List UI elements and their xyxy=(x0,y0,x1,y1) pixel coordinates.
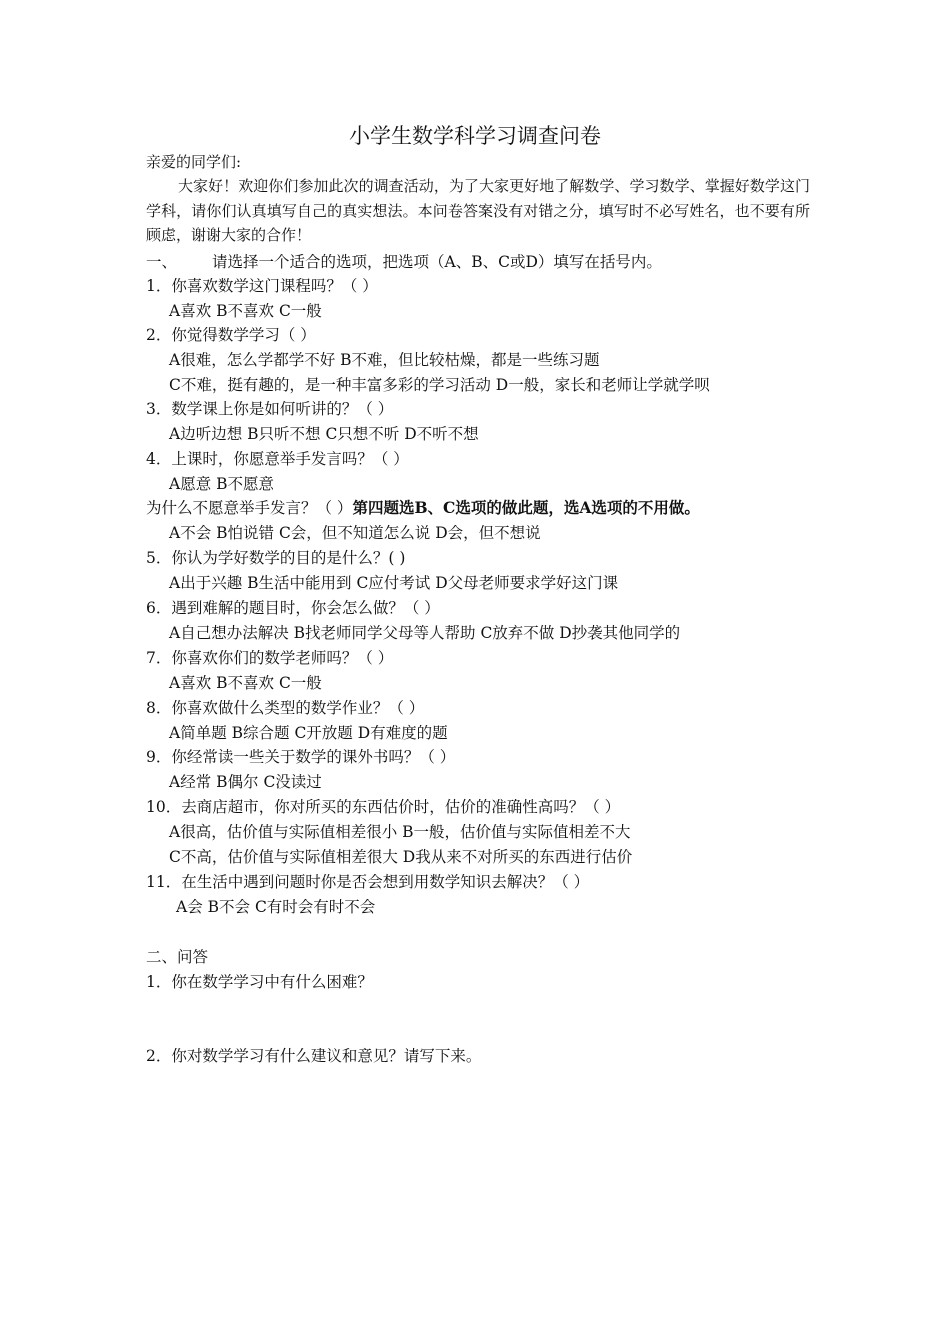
question-8: 8．你喜欢做什么类型的数学作业？（ ） xyxy=(146,699,425,717)
section2-heading: 二、问答 xyxy=(146,948,209,966)
question-11: 11．在生活中遇到问题时你是否会想到用数学知识去解决？（ ） xyxy=(146,873,590,891)
question-4b-note: 第四题选B、C选项的做此题，选A选项的不用做。 xyxy=(352,498,700,517)
open-question-1: 1．你在数学学习中有什么困难？ xyxy=(146,973,373,991)
section1-heading xyxy=(146,250,662,274)
question-7-options: A喜欢 B不喜欢 C一般 xyxy=(169,674,322,692)
question-2: 2．你觉得数学学习（ ） xyxy=(146,326,316,344)
question-10-options-c-d: C不高，估价值与实际值相差很大 D我从来不对所买的东西进行估价 xyxy=(169,848,633,866)
question-9: 9．你经常读一些关于数学的课外书吗？（ ） xyxy=(146,748,456,766)
question-1: 1．你喜欢数学这门课程吗？（ ） xyxy=(146,277,378,295)
question-2-options-c-d: C不难，挺有趣的，是一种丰富多彩的学习活动 D一般，家长和老师让学就学呗 xyxy=(169,376,710,394)
question-1-options: A喜欢 B不喜欢 C一般 xyxy=(169,302,322,320)
question-7: 7．你喜欢你们的数学老师吗？（ ） xyxy=(146,649,394,667)
question-4b-text: 为什么不愿意举手发言？（ ） xyxy=(146,499,353,517)
question-11-options: A会 B不会 C有时会有时不会 xyxy=(176,898,376,916)
question-4: 4．上课时，你愿意举手发言吗？（ ） xyxy=(146,450,409,468)
question-9-options: A经常 B偶尔 C没读过 xyxy=(169,773,322,791)
question-5: 5．你认为学好数学的目的是什么？( ) xyxy=(146,549,406,567)
question-6: 6．遇到难解的题目时，你会怎么做？（ ） xyxy=(146,599,440,617)
question-4-options: A愿意 B不愿意 xyxy=(169,475,275,493)
question-2-options-a-b: A很难，怎么学都学不好 B不难，但比较枯燥，都是一些练习题 xyxy=(169,351,600,369)
document-title: 小学生数学科学习调查问卷 xyxy=(349,124,601,148)
question-3: 3．数学课上你是如何听讲的？（ ） xyxy=(146,400,394,418)
question-10: 10．去商店超市，你对所买的东西估价时，估价的准确性高吗？（ ） xyxy=(146,798,621,816)
question-4b-options: A不会 B怕说错 C会，但不知道怎么说 D会，但不想说 xyxy=(169,524,541,542)
open-question-2: 2．你对数学学习有什么建议和意见？请写下来。 xyxy=(146,1047,482,1065)
greeting: 亲爱的同学们: xyxy=(146,153,242,171)
question-6-options: A自己想办法解决 B找老师同学父母等人帮助 C放弃不做 D抄袭其他同学的 xyxy=(169,624,681,642)
question-3-options: A边听边想 B只听不想 C只想不听 D不听不想 xyxy=(169,425,479,443)
question-8-options: A简单题 B综合题 C开放题 D有难度的题 xyxy=(169,724,448,742)
section1-number: 一、 xyxy=(146,253,178,271)
question-4b xyxy=(146,496,700,520)
question-5-options: A出于兴趣 B生活中能用到 C应付考试 D父母老师要求学好这门课 xyxy=(169,574,619,592)
section1-instruction: 请选择一个适合的选项，把选项（A、B、C或D）填写在括号内。 xyxy=(212,253,662,271)
intro-paragraph: 大家好！欢迎你们参加此次的调查活动，为了大家更好地了解数学、学习数学、掌握好数学这门学科，请你们认真填写自己的真实想法。本问卷答案没有对错之分，填写时不必写姓名，也不要有所顾虑，谢谢大家的合作！ xyxy=(146,177,810,244)
question-10-options-a-b: A很高，估价值与实际值相差很小 B一般，估价值与实际值相差不大 xyxy=(169,823,631,841)
